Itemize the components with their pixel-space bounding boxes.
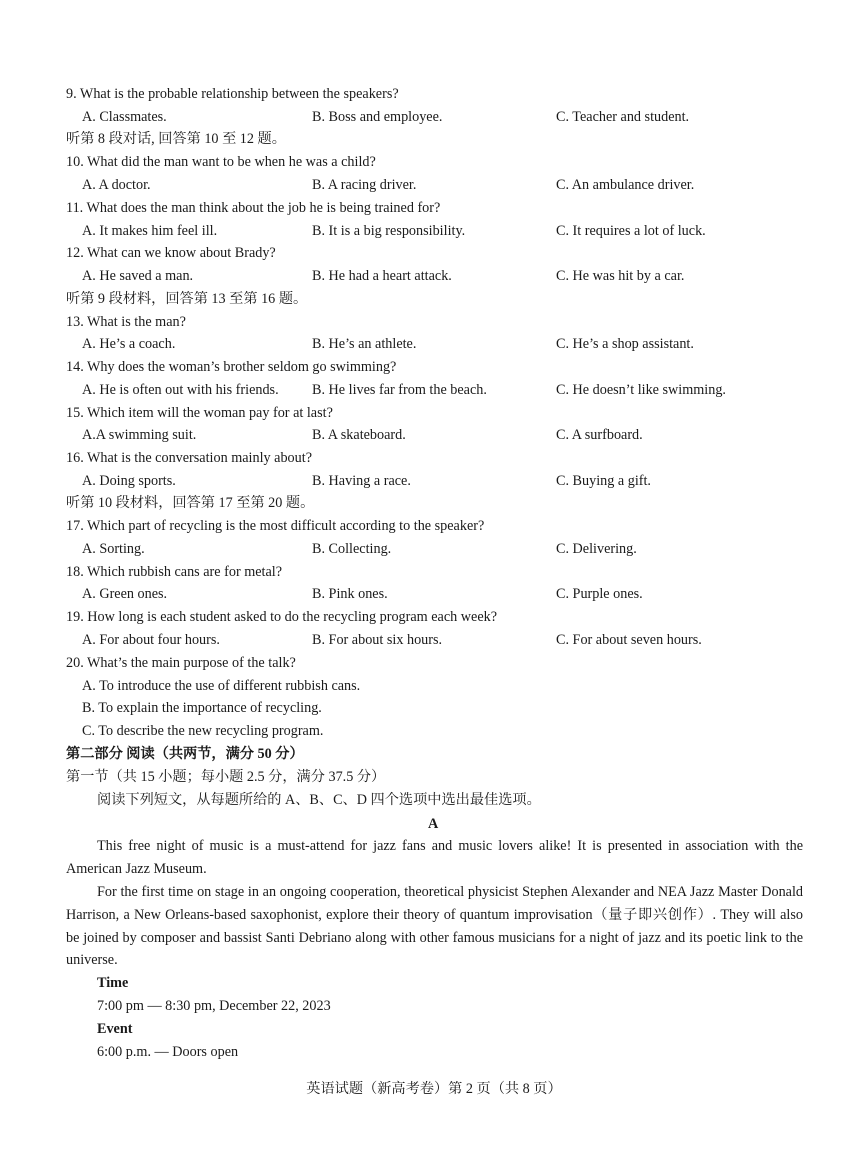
question-10: 10. What did the man want to be when he was a child? (66, 154, 376, 170)
part2-heading: 第二部分 阅读（共两节，满分 50 分） (66, 746, 304, 762)
q11-option-b: B. It is a big responsibility. (312, 223, 466, 239)
q20-option-c: C. To describe the new recycling program. (82, 723, 324, 739)
q11-option-c: C. It requires a lot of luck. (556, 223, 706, 239)
q15-option-c: C. A surfboard. (556, 427, 643, 443)
section-note-8: 听第 8 段对话, 回答第 10 至 12 题。 (66, 131, 286, 147)
q12-option-c: C. He was hit by a car. (556, 268, 685, 284)
q18-option-b: B. Pink ones. (312, 586, 388, 602)
passage-paragraph-1: This free night of music is a must-attend for jazz fans and music lovers alike! It is presented in association with the American Jazz Museum. (66, 838, 803, 877)
q13-option-c: C. He’s a shop assistant. (556, 336, 694, 352)
q13-option-a: A. He’s a coach. (82, 336, 176, 352)
q9-option-b: B. Boss and employee. (312, 109, 443, 125)
section1-heading: 第一节（共 15 小题；每小题 2.5 分，满分 37.5 分） (66, 769, 386, 785)
question-19: 19. How long is each student asked to do the recycling program each week? (66, 609, 498, 625)
q10-option-b: B. A racing driver. (312, 177, 417, 193)
q12-option-a: A. He saved a man. (82, 268, 194, 284)
reading-instruction: 阅读下列短文，从每题所给的 A、B、C、D 四个选项中选出最佳选项。 (97, 792, 541, 808)
q15-option-b: B. A skateboard. (312, 427, 406, 443)
q11-option-a: A. It makes him feel ill. (82, 223, 218, 239)
time-label: Time (97, 975, 129, 991)
q20-option-b: B. To explain the importance of recycling. (82, 700, 322, 716)
q16-option-a: A. Doing sports. (82, 473, 176, 489)
question-20: 20. What’s the main purpose of the talk? (66, 655, 296, 671)
question-13: 13. What is the man? (66, 314, 186, 330)
question-18: 18. Which rubbish cans are for metal? (66, 564, 283, 580)
question-15: 15. Which item will the woman pay for at last? (66, 405, 333, 421)
q14-option-b: B. He lives far from the beach. (312, 382, 487, 398)
page-footer: 英语试题（新高考卷）第 2 页（共 8 页） (306, 1081, 562, 1097)
q13-option-b: B. He’s an athlete. (312, 336, 417, 352)
q17-option-a: A. Sorting. (82, 541, 145, 557)
q16-option-b: B. Having a race. (312, 473, 411, 489)
passage-label: A (428, 816, 439, 832)
q12-option-b: B. He had a heart attack. (312, 268, 452, 284)
q9-option-a: A. Classmates. (82, 109, 167, 125)
q10-option-c: C. An ambulance driver. (556, 177, 695, 193)
section-note-10: 听第 10 段材料，回答第 17 至第 20 题。 (66, 495, 315, 511)
q19-option-c: C. For about seven hours. (556, 632, 702, 648)
event-label: Event (97, 1021, 133, 1037)
question-14: 14. Why does the woman’s brother seldom go swimming? (66, 359, 397, 375)
event-value: 6:00 p.m. — Doors open (97, 1044, 239, 1060)
q19-option-b: B. For about six hours. (312, 632, 443, 648)
q18-option-c: C. Purple ones. (556, 586, 643, 602)
q18-option-a: A. Green ones. (82, 586, 168, 602)
q19-option-a: A. For about four hours. (82, 632, 220, 648)
question-9: 9. What is the probable relationship between the speakers? (66, 86, 399, 102)
passage-paragraph-2: For the first time on stage in an ongoing cooperation, theoretical physicist Stephen Alexander and NEA Jazz Master Donald Harrison, a New Orleans-based saxophonist, explore their theory of quantum improvisation（量子即兴创作）. They will also be joined by composer and bassist Santi Debriano along with other famous musicians for a night of jazz and its poetic link to the universe. (66, 884, 803, 969)
q15-option-a: A.A swimming suit. (82, 427, 197, 443)
section-note-9: 听第 9 段材料，回答第 13 至第 16 题。 (66, 291, 308, 307)
q14-option-c: C. He doesn’t like swimming. (556, 382, 726, 398)
q9-option-c: C. Teacher and student. (556, 109, 690, 125)
q17-option-c: C. Delivering. (556, 541, 637, 557)
q17-option-b: B. Collecting. (312, 541, 392, 557)
question-12: 12. What can we know about Brady? (66, 245, 276, 261)
q10-option-a: A. A doctor. (82, 177, 151, 193)
q20-option-a: A. To introduce the use of different rubbish cans. (82, 678, 361, 694)
time-value: 7:00 pm — 8:30 pm, December 22, 2023 (97, 998, 331, 1014)
question-16: 16. What is the conversation mainly about? (66, 450, 312, 466)
question-11: 11. What does the man think about the job he is being trained for? (66, 200, 441, 216)
q16-option-c: C. Buying a gift. (556, 473, 651, 489)
question-17: 17. Which part of recycling is the most difficult according to the speaker? (66, 518, 485, 534)
q14-option-a: A. He is often out with his friends. (82, 382, 279, 398)
